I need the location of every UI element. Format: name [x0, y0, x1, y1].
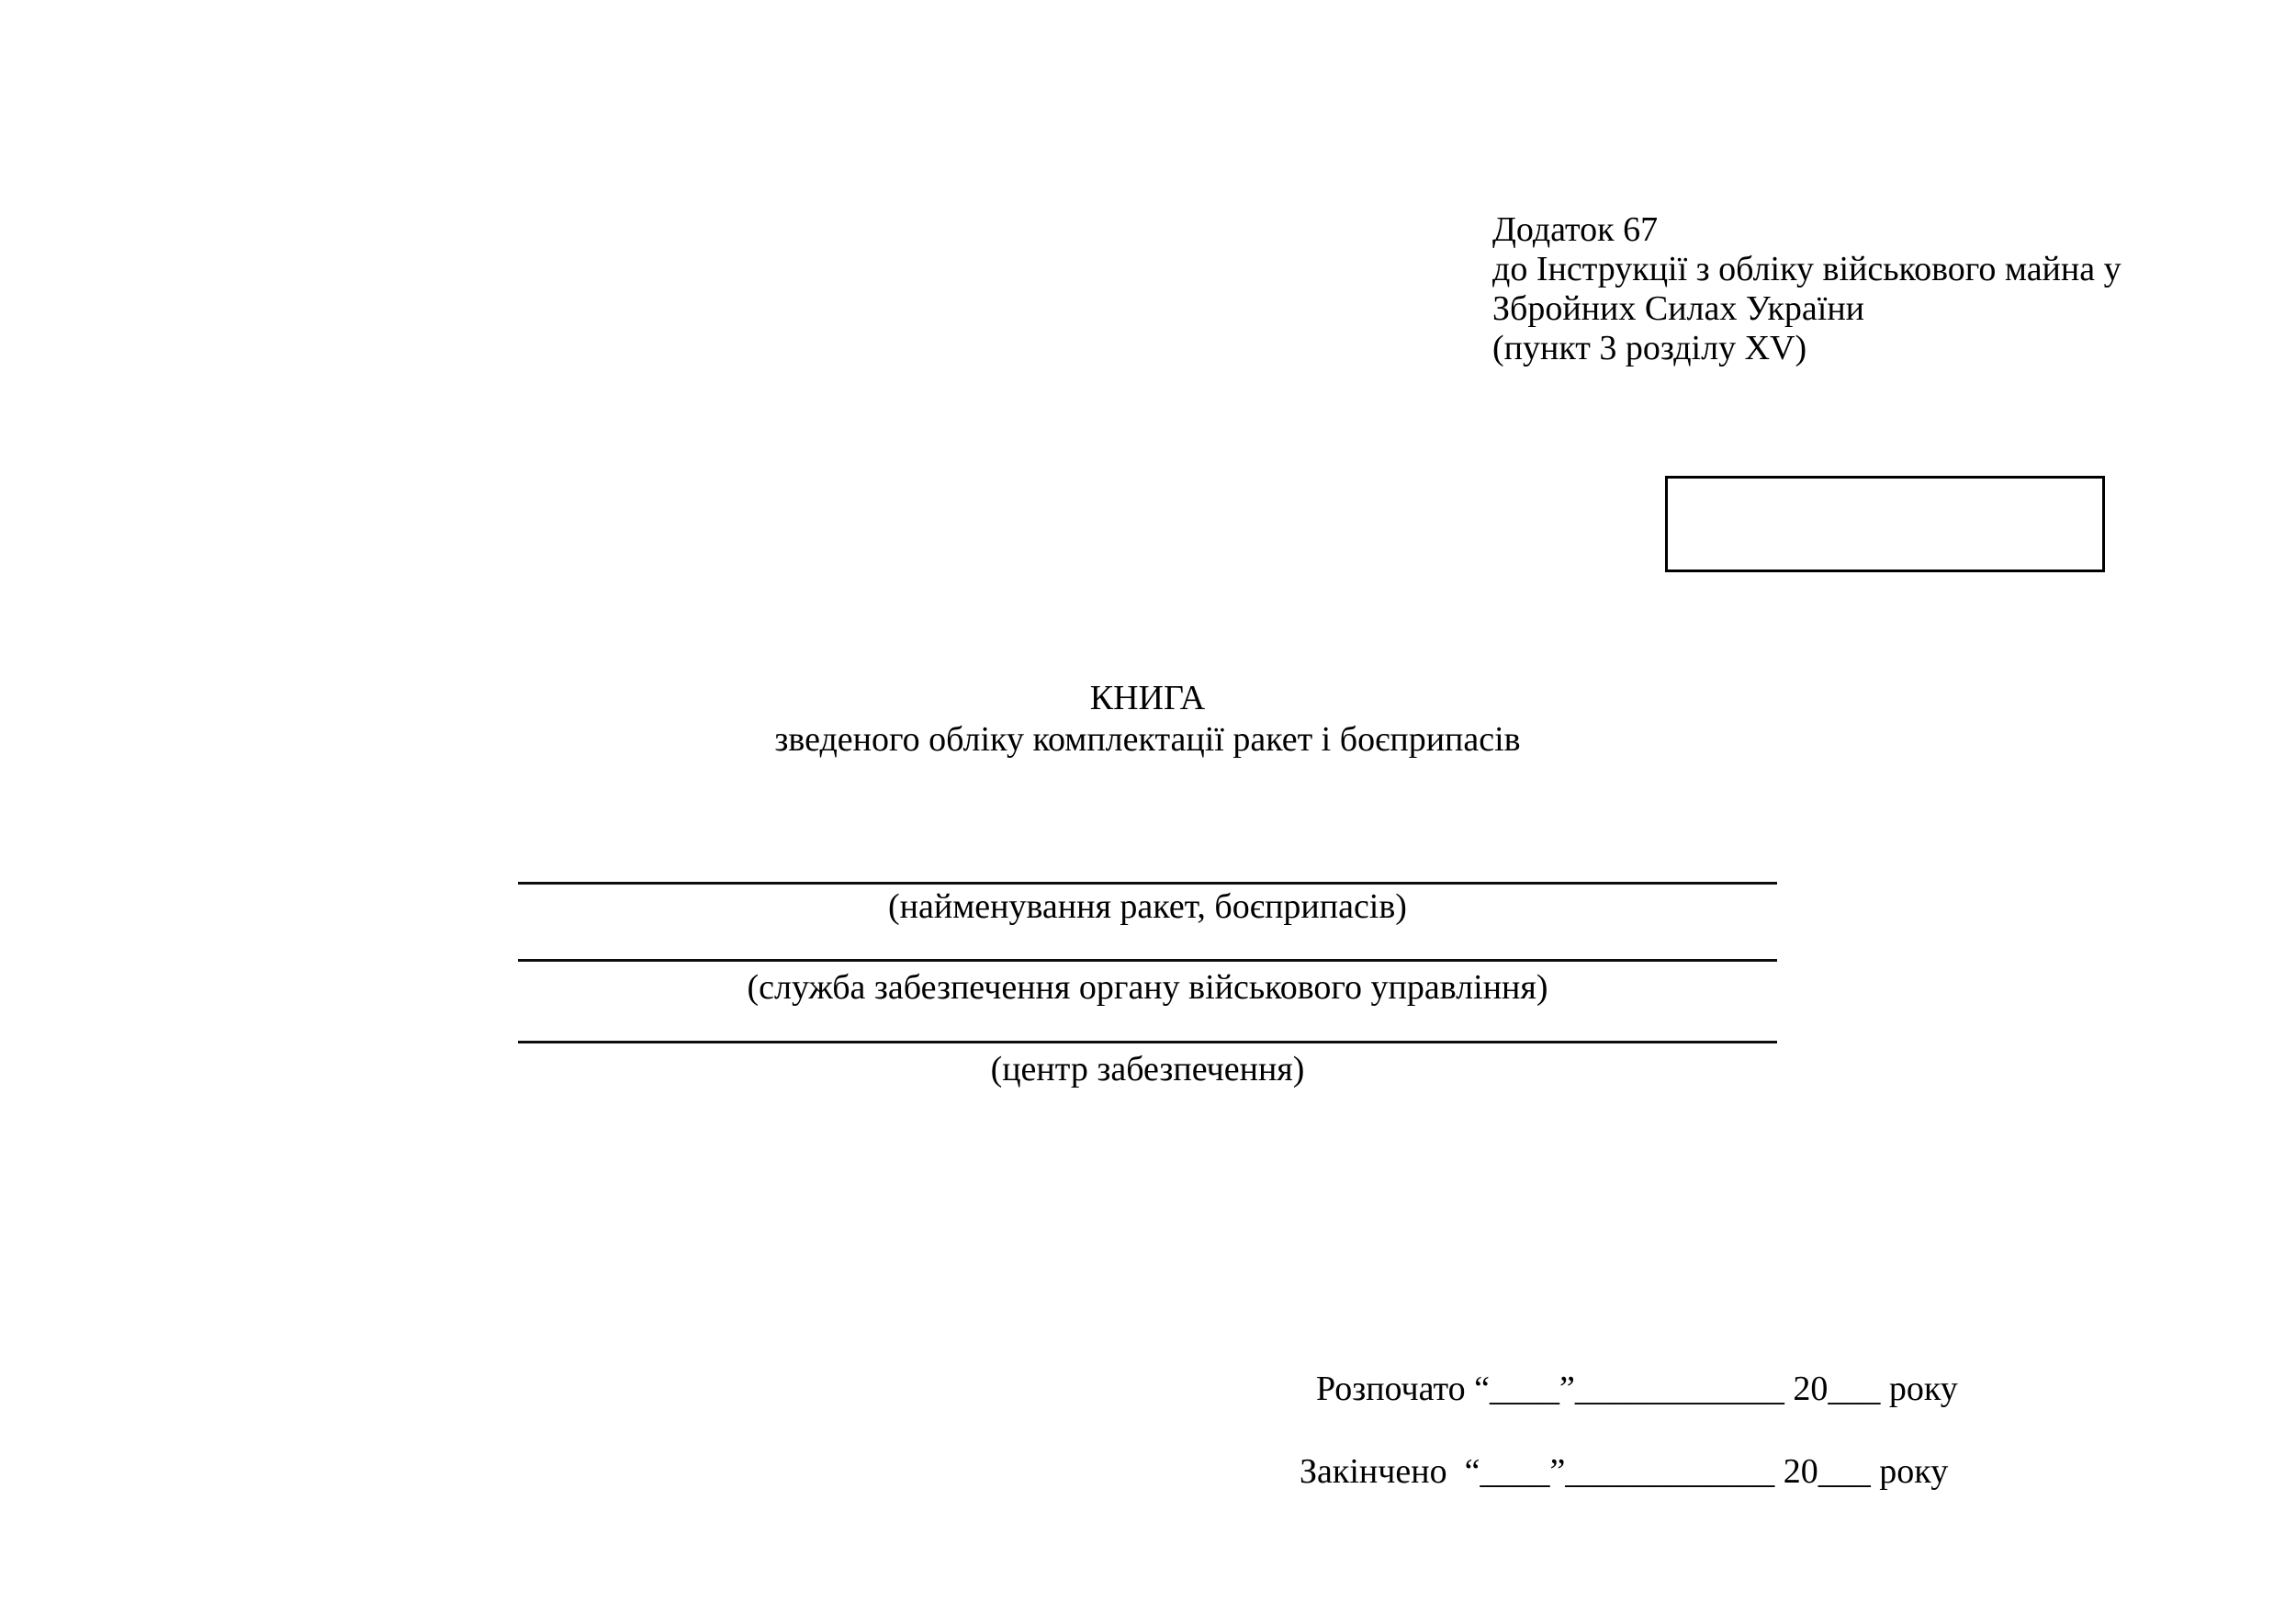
book-subtitle: зведеного обліку комплектації ракет і боєприпасів	[774, 720, 1521, 759]
field-caption: (служба забезпечення органу військового управління)	[747, 968, 1548, 1007]
fill-in-line	[518, 882, 1777, 885]
annex-line: до Інструкції з обліку військового майна у	[1492, 250, 2122, 288]
field-caption: (центр забезпечення)	[990, 1050, 1305, 1088]
date-started-line: Розпочато “____”____________ 20___ року	[1316, 1370, 1958, 1408]
annex-line: (пункт 3 розділу XV)	[1492, 329, 1807, 367]
annex-line: Додаток 67	[1492, 210, 1659, 249]
date-finished-line: Закінчено “____”____________ 20___ року	[1300, 1452, 1949, 1491]
annex-reference-block	[1492, 210, 2190, 368]
stamp-box	[1665, 476, 2105, 572]
fill-in-line	[518, 1041, 1777, 1043]
book-title: КНИГА	[1089, 679, 1206, 717]
title-block	[518, 678, 1777, 761]
field-caption: (найменування ракет, боєприпасів)	[888, 887, 1407, 926]
fill-in-line	[518, 959, 1777, 962]
annex-line: Збройних Силах України	[1492, 289, 1865, 328]
